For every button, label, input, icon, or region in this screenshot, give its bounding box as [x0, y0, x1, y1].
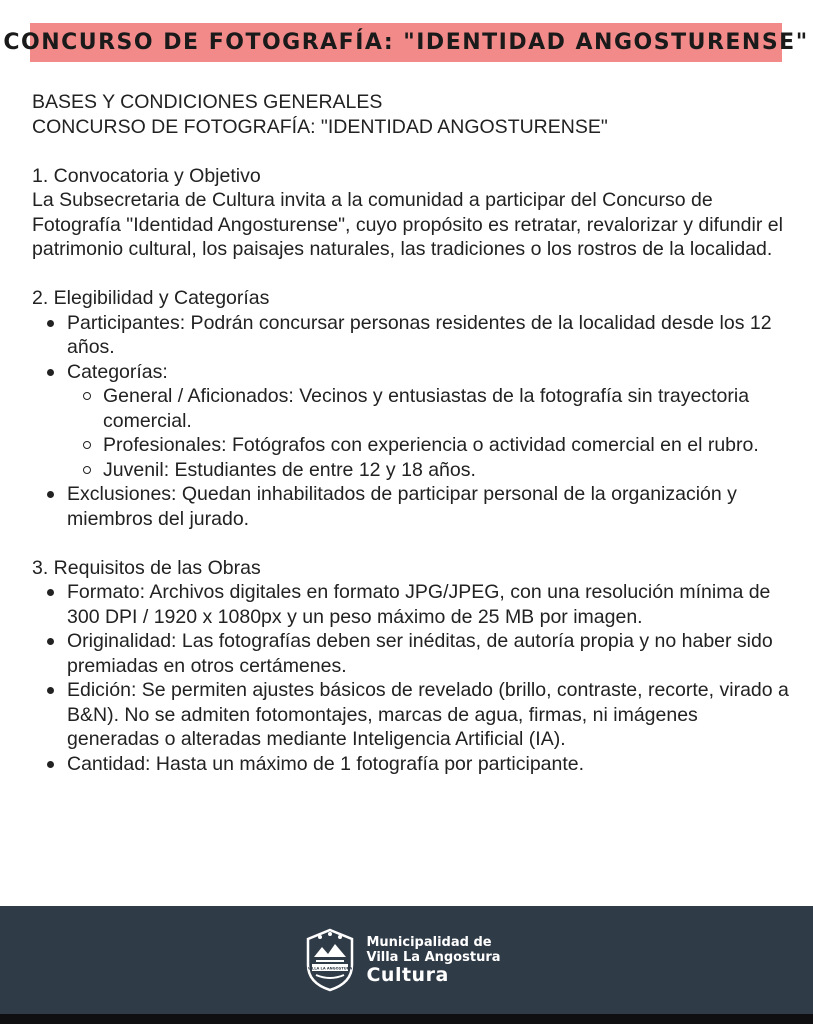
list-item-originalidad: Originalidad: Las fotografías deben ser inéditas, de autoría propia y no haber sido premiadas en otros certámenes. [67, 629, 792, 678]
list-item-categorias [67, 360, 792, 483]
section-3-title: 3. Requisitos de las Obras [32, 556, 261, 579]
seal-text: VILLA LA ANGOSTURA [308, 966, 353, 971]
logo-line-3: Cultura [366, 963, 449, 986]
section-2-list [32, 311, 792, 532]
heading-line-2: CONCURSO DE FOTOGRAFÍA: "IDENTIDAD ANGOSTURENSE" [32, 115, 608, 138]
list-item-participantes: Participantes: Podrán concursar personas residentes de la localidad desde los 12 años. [67, 311, 792, 360]
page-title: CONCURSO DE FOTOGRAFÍA: "IDENTIDAD ANGOSTURENSE" [3, 30, 809, 55]
section-3-list [32, 580, 792, 776]
sublist-item-general: General / Aficionados: Vecinos y entusiastas de la fotografía sin trayectoria comercial. [103, 384, 792, 433]
list-item-edicion: Edición: Se permiten ajustes básicos de revelado (brillo, contraste, recorte, virado a B&N). No se admiten fotomontajes, marcas de agua, firmas, ni imágenes generadas o alteradas mediante Inteligencia Artificial (IA). [67, 678, 792, 752]
sublist-item-profesionales: Profesionales: Fotógrafos con experiencia o actividad comercial en el rubro. [103, 433, 792, 458]
list-item-exclusiones: Exclusiones: Quedan inhabilitados de participar personal de la organización y miembros del jurado. [67, 482, 792, 531]
heading-line-1: BASES Y CONDICIONES GENERALES [32, 91, 383, 113]
list-item-formato: Formato: Archivos digitales en formato JPG/JPEG, con una resolución mínima de 300 DPI / 1920 x 1080px y un peso máximo de 25 MB por imagen. [67, 580, 792, 629]
document-body [32, 90, 792, 776]
sublist-item-juvenil: Juvenil: Estudiantes de entre 12 y 18 años. [103, 458, 792, 483]
section-2-title: 2. Elegibilidad y Categorías [32, 287, 270, 309]
section-1-title: 1. Convocatoria y Objetivo [32, 164, 261, 187]
municipal-seal-icon [302, 927, 358, 993]
footer-band [0, 906, 813, 1014]
title-banner [3, 23, 809, 62]
footer-bottom-strip [0, 1014, 813, 1024]
categorias-sublist [67, 384, 792, 482]
logo-text [366, 935, 500, 986]
list-item-cantidad: Cantidad: Hasta un máximo de 1 fotografía por participante. [67, 752, 792, 777]
municipal-logo [302, 927, 500, 993]
section-1-body: La Subsecretaria de Cultura invita a la comunidad a participar del Concurso de Fotografía "Identidad Angosturense", cuyo propósito es retratar, revalorizar y difundir el patrimonio cultural, los paisajes naturales, las tradiciones o los rostros de la localidad. [32, 189, 783, 260]
categorias-label: Categorías: [67, 360, 168, 383]
logo-line-2: Villa La Angostura [366, 949, 501, 965]
logo-line-1: Municipalidad de [366, 934, 492, 950]
